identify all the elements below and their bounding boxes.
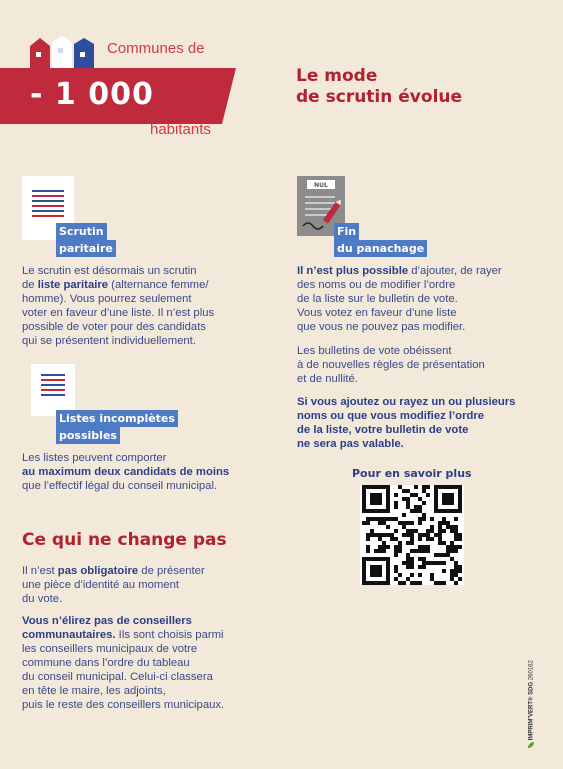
footer-imprim-vert — [528, 660, 535, 748]
header-communes-de: Communes de — [107, 40, 205, 57]
text-line: de la liste sur le bulletin de vote. — [297, 293, 458, 305]
text-line: les conseillers municipaux de votre — [22, 643, 198, 655]
tag-listes-line1: Listes incomplètes — [56, 410, 178, 427]
leaf-icon — [528, 742, 534, 748]
text-line: Il n’est pas obligatoire de présenter — [22, 565, 205, 577]
savoir-plus-label: Pour en savoir plus — [352, 467, 472, 480]
text-line: une pièce d’identité au moment — [22, 579, 180, 591]
header-houses — [26, 34, 106, 70]
header-number: - 1 000 — [30, 77, 154, 112]
text-line: Si vous ajoutez ou rayez un ou plusieurs — [297, 396, 516, 408]
main-title-line2: de scrutin évolue — [296, 87, 463, 107]
text-line: que l’effectif légal du conseil municipal. — [22, 480, 218, 492]
fin-panachage-para2 — [297, 344, 547, 386]
text-line: qui se présentent individuellement. — [22, 335, 196, 347]
text-line: de liste paritaire (alternance femme/ — [22, 279, 209, 291]
text-line: Le scrutin est désormais un scrutin — [22, 265, 197, 277]
text-line: de la liste, votre bulletin de vote — [297, 424, 469, 436]
ballot-list-icon — [31, 364, 75, 416]
nul-label: NUL — [314, 182, 328, 189]
tag-fin-line2: du panachage — [334, 240, 427, 257]
tag-scrutin-line1: Scrutin — [56, 223, 107, 240]
text-line: à de nouvelles règles de présentation — [297, 359, 485, 371]
text-line: du vote. — [22, 593, 63, 605]
text-line: ne sera pas valable. — [297, 438, 404, 450]
text-line: et de nullité. — [297, 373, 358, 385]
houses-icon — [26, 34, 106, 70]
qr-code-icon — [360, 485, 464, 585]
sdg-label: SDG — [528, 681, 535, 695]
tag-listes-line2: possibles — [56, 427, 120, 444]
qr-code[interactable] — [360, 485, 464, 585]
text-line: Vous votez en faveur d’une liste — [297, 307, 457, 319]
tag-scrutin-line2: paritaire — [56, 240, 116, 257]
text-line: voter en faveur d’une liste. Il n’est plus — [22, 307, 215, 319]
text-line: en tête le maire, les adjoints, — [22, 685, 166, 697]
text-line: Les bulletins de vote obéissent — [297, 345, 452, 357]
text-line: communautaires. Ils sont choisis parmi — [22, 629, 224, 641]
text-line: du conseil municipal. Celui-ci classera — [22, 671, 213, 683]
ce-qui-ne-change-pas-para2 — [22, 614, 282, 712]
code-label: 260162 — [528, 660, 535, 681]
text-line: puis le reste des conseillers municipaux. — [22, 699, 225, 711]
text-line: Vous n’élirez pas de conseillers — [22, 615, 192, 627]
text-line: Il n’est plus possible d’ajouter, de rayer — [297, 265, 502, 277]
tag-fin-line1: Fin — [334, 223, 359, 240]
scrutin-paritaire-text — [22, 264, 272, 348]
header-habitants: habitants — [150, 121, 211, 138]
ce-qui-ne-change-pas-para1 — [22, 564, 282, 606]
tag-fin-panachage — [334, 223, 427, 257]
main-title — [296, 66, 462, 108]
text-line: au maximum deux candidats de moins — [22, 466, 230, 478]
text-line: que vous ne pouvez pas modifier. — [297, 321, 466, 333]
text-line: noms ou que vous modifiez l’ordre — [297, 410, 485, 422]
section-title-ce-qui-ne-change-pas: Ce qui ne change pas — [22, 530, 227, 550]
tag-scrutin-paritaire — [56, 223, 116, 257]
text-line: Les listes peuvent comporter — [22, 452, 167, 464]
listes-incompletes-text — [22, 451, 282, 493]
fin-panachage-para1 — [297, 264, 547, 334]
text-line: commune dans l’ordre du tableau — [22, 657, 190, 669]
text-line: possible de voter pour des candidats — [22, 321, 207, 333]
fin-panachage-para3 — [297, 395, 547, 451]
tag-listes-incompletes — [56, 410, 178, 444]
imprim-vert-label: IMPRIM’VERT® — [528, 696, 535, 741]
text-line: des noms ou de modifier l’ordre — [297, 279, 456, 291]
main-title-line1: Le mode — [296, 66, 378, 86]
text-line: homme). Vous pourrez seulement — [22, 293, 192, 305]
